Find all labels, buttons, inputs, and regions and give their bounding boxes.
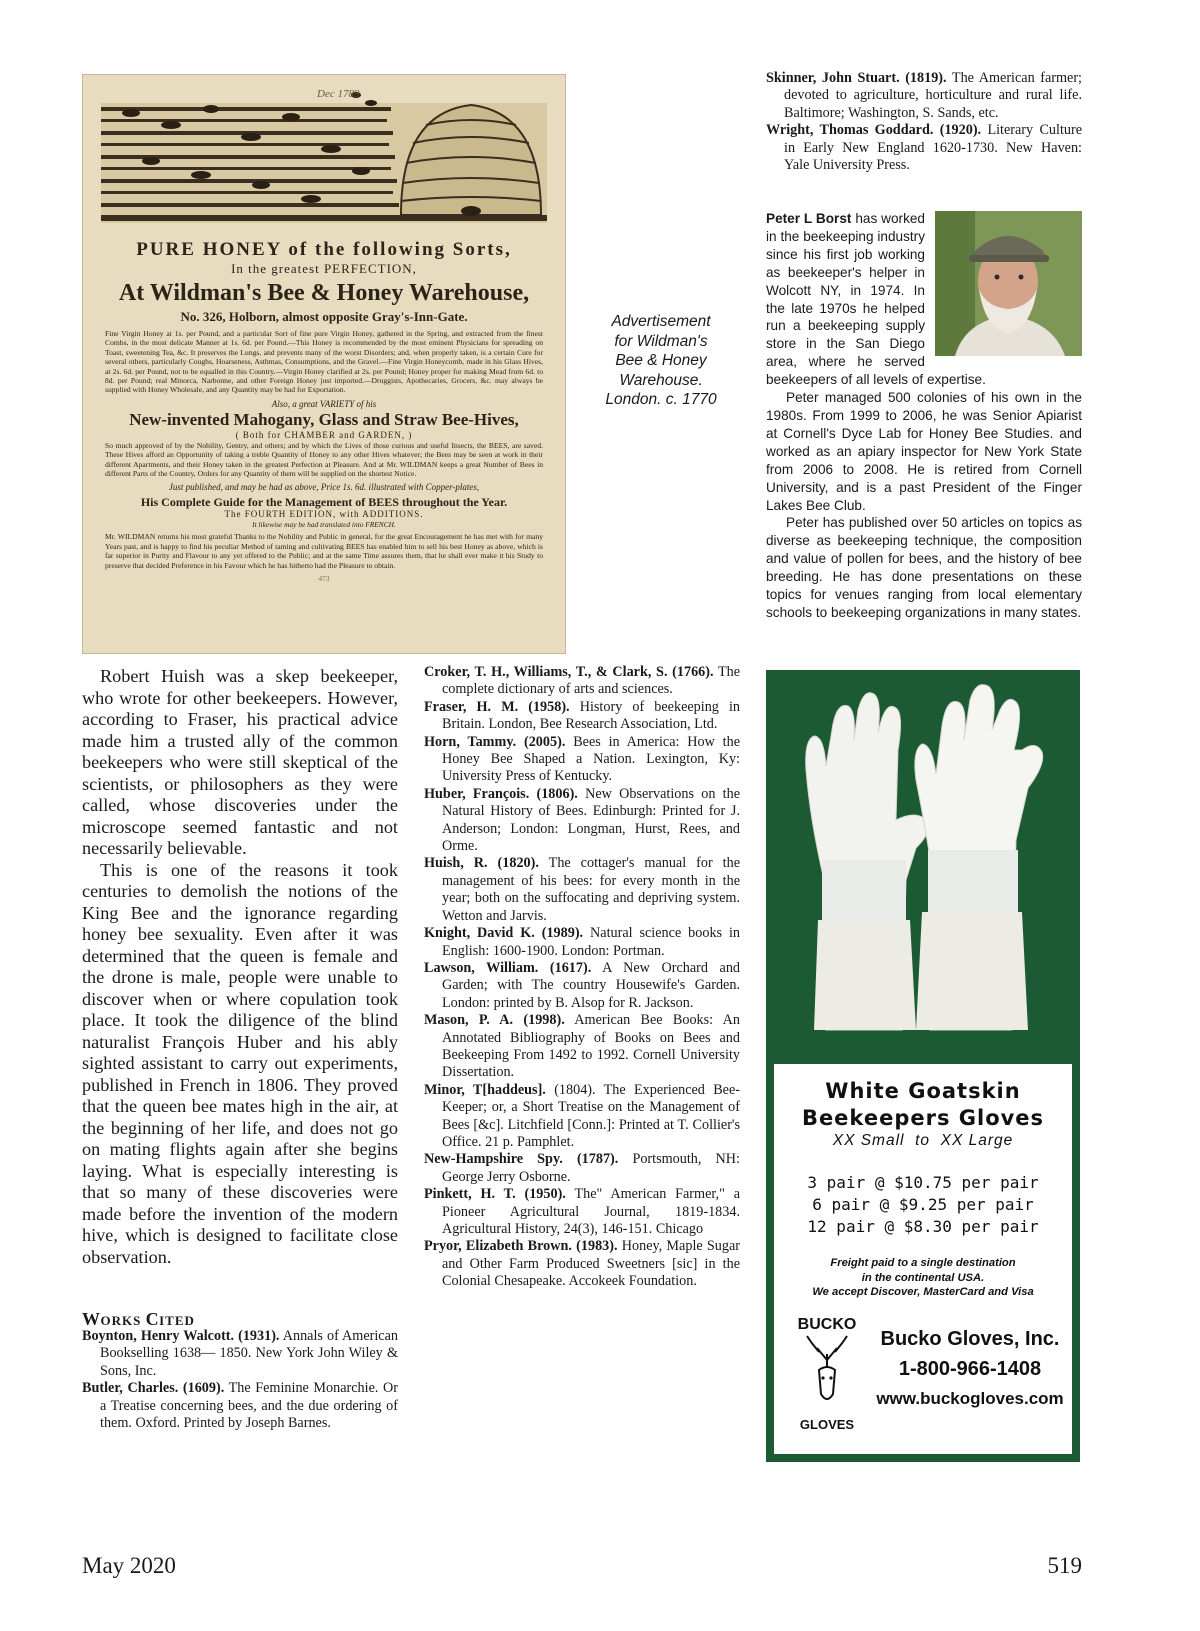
reference-item: Horn, Tammy. (2005). Bees in America: How the Honey Bee Shaped a Nation. Lexington, Ky: University Press of Kentucky. <box>424 733 741 785</box>
ad-hives-title: New-invented Mahogany, Glass and Straw Bee-Hives, <box>129 409 519 429</box>
deer-head-icon <box>797 1334 857 1412</box>
bucko-gloves-advertisement <box>766 670 1080 1462</box>
reference-item: Fraser, H. M. (1958). History of beekeeping in Britain. London, Bee Research Association, Ltd. <box>424 698 741 733</box>
body-paragraph: Robert Huish was a skep beekeeper, who wrote for other beekeepers. However, according to Fraser, his practical advice made him a trusted ally of the common beekeepers who were still skeptical of the scientists, or philosophers as they were called, whose discoveries under the microscope seemed fantastic and not necessarily believable. <box>82 666 398 858</box>
ad-sizes: XX Small to XX Large <box>832 1132 1014 1149</box>
bio-paragraph: has worked in the beekeeping industry since his first job working as beekeeper's helper in Wolcott NY, in 1974. In the late 1970s he helped run a beekeeping supply store in the San Diego area, where he served beekeepers of all levels of expertise. <box>766 211 986 388</box>
reference-item: Pinkett, H. T. (1950). The" American Farmer," a Pioneer Agricultural Journal, 1819-1834. Agricultural History, 24(3), 146-151. Chicago <box>424 1186 740 1237</box>
reference-item: Butler, Charles. (1609). The Feminine Monarchie. Or a Treatise concerning bees, and the due ordering of them. Oxford. Printed by Joseph Barnes. <box>82 1380 398 1432</box>
ad-hives-sub: ( Both for CHAMBER and GARDEN, ) <box>235 429 413 440</box>
reference-item: Boynton, Henry Walcott. (1931). Annals of American Bookselling 1638— 1850. New York John Wiley & Sons, Inc. <box>82 1328 398 1379</box>
article-body <box>82 666 398 1268</box>
issue-date: May 2020 <box>82 1553 176 1578</box>
author-bio <box>766 210 1082 622</box>
page-number: 519 <box>1047 1553 1082 1578</box>
reference-item: Croker, T. H., Williams, T., & Clark, S. (1766). The complete dictionary of arts and sciences. <box>424 664 740 698</box>
glove-photo <box>766 670 1080 1064</box>
caption-line: for Wildman's <box>614 332 708 350</box>
ad-french: It likewise may be had translated into FRENCH. <box>252 520 396 530</box>
bees-and-skep-engraving <box>101 83 547 233</box>
ad-subhead: In the greatest PERFECTION, <box>231 261 417 276</box>
ad-title-line1: White Goatskin <box>825 1079 1021 1103</box>
references-middle <box>424 664 740 1291</box>
caption-line: Warehouse. <box>619 371 703 389</box>
references-continued <box>766 70 1082 174</box>
ad-book-note: Just published, and may be had as above, Price 1s. 6d. illustrated with Copper-plates, <box>168 482 480 493</box>
ad-edition: The FOURTH EDITION, with ADDITIONS. <box>224 509 424 520</box>
reference-item: New-Hampshire Spy. (1787). Portsmouth, NH: George Jerry Osborne. <box>424 1151 740 1185</box>
glove-ad-panel <box>774 1064 1072 1454</box>
body-paragraph: This is one of the reasons it took centuries to demolish the notions of the King Bee and the ignorance regarding honey bee sexuality. Even after it was determined that the queen is female and the drone is male, people were unable to discover when or where copulation took place. It took the diligence of the blind naturalist François Huber and his ably sighted assistant to carry out experiments, published in French in 1806. They proved that the queen bee mates high in the air, at the beginning of her life, and does not go on mating flights again after she begins laying. What is especially interesting is that so many of these discoveries were made before the invention of the modern hive, which is designed to facilitate close observation. <box>82 859 398 1267</box>
bio-paragraph: Peter has published over 50 articles on topics as diverse as beekeeping technique, the composition and value of pollen for bees, and the history of bee breeding. He has done presentations on these topics for venues ranging from local elementary schools to beekeeping organizations in many states. <box>766 515 1082 620</box>
freight-note: in the continental USA. <box>861 1271 985 1284</box>
reference-item: Pryor, Elizabeth Brown. (1983). Honey, Maple Sugar and Other Farm Produced Sweetners [sic] in the Colonial Chesapeake. Accokeek Foundation. <box>424 1238 740 1290</box>
ad-book-title: His Complete Guide for the Management of BEES throughout the Year. <box>140 495 508 510</box>
caption-line: Bee & Honey <box>615 352 707 369</box>
company-website[interactable]: www.buckogloves.com <box>876 1388 1064 1408</box>
reference-item: Mason, P. A. (1998). American Bee Books: An Annotated Bibliography of Books on Bees and Beekeeping From 1492 to 1992. Cornell University Dissertation. <box>424 1012 740 1081</box>
ad-thanks: Mr. WILDMAN returns his most grateful Thanks to the Nobility and Public in general, for the great Encouragement he has met with for many Years past, and is happy to find his peculiar Method of taming and cultivating BEES has enabled him to sell his best Honey as above, which is far superior in Purity and Flavour to any yet offered to the Public; and at the same Time assures them, that he shall ever make it his Study to preserve that decided Preference in his Favour which he has hitherto had the Pleasure to obtain. <box>105 532 543 570</box>
reference-item: Huber, François. (1806). New Observations on the Natural History of Bees. Edinburgh: Printed for J. Anderson; London: Longman, Hurst, Rees, and Orme. <box>424 785 741 855</box>
caption-line: Advertisement <box>611 313 711 330</box>
reference-item: Huish, R. (1820). The cottager's manual for the management of his bees: for every month in the year; both on the suffocating and depriving system. Wetton and Jarvis. <box>424 855 740 924</box>
reference-item: Minor, T[haddeus]. (1804). The Experienced Bee-Keeper; or, a Short Treatise on the Management of Bees [&c]. Litchfield [Conn.]: Printed at T. Collier's Office. 21 p. Pamphlet. <box>424 1081 740 1150</box>
company-name: Bucko Gloves, Inc. <box>880 1327 1060 1350</box>
reference-item: Knight, David K. (1989). Natural science books in English: 1600-1900. London: Portman. <box>424 925 741 959</box>
payment-note: We accept Discover, MasterCard and Visa <box>812 1286 1034 1298</box>
works-cited-heading: WORKS CITED <box>82 1309 195 1329</box>
references-left <box>82 1328 398 1432</box>
ad-hives-body: So much approved of by the Nobility, Gentry, and others; and by which the Lives of those curious and useful Insects, the BEES, are saved. These Hives afford an Opportunity of taking a treble Quantity of Honey to any other Hives whatever; the Bees may be seen at work in their different Apartments, and their Honey taken in the greatest Perfection at Pleasure. And at Mr. WILDMAN keeps a great Number of Bees in different Parts of the Country, Orders for any Quantity of them will be supplied on the shortest Notice. <box>105 440 543 479</box>
bucko-logo: BUCKO GLOVES <box>797 1315 857 1432</box>
handwritten-date: Dec 1789 <box>317 88 360 100</box>
reference-item: Skinner, John Stuart. (1819). The American farmer; devoted to agriculture, horticulture and rural life. Baltimore; Washington, S. Sands, etc. <box>766 70 1083 121</box>
ad-caption <box>588 312 734 410</box>
price-tier: 3 pair @ $10.75 per pair <box>807 1173 1039 1192</box>
company-phone[interactable]: 1-800-966-1408 <box>898 1357 1042 1380</box>
price-tier: 12 pair @ $8.30 per pair <box>807 1217 1039 1236</box>
reference-item: Wright, Thomas Goddard. (1920). Literary Culture in Early New England 1620-1730. New Haven: Yale University Press. <box>766 122 1082 174</box>
ad-address: No. 326, Holborn, almost opposite Gray's-Inn-Gate. <box>180 309 468 324</box>
freight-note: Freight paid to a single destination <box>830 1257 1016 1269</box>
ad-body-text: Fine Virgin Honey at 1s. per Pound, and a particular Sort of fine pure Virgin Honey, gathered in the Spring, and extracted from the finest Combs, in the most delicate Manner at 1s. 6d. per Pound.—This Honey is recommended by the most eminent Physicians for spreading on Toast, sweetening Tea, &c. It preserves the Lungs, and prevents many of the worst Disorders; and, when properly taken, is a certain Cure for several others, particularly Coughs, Hoarseness, Asthmas, Consumptions, and the Gravel.—Fine Virgin Honeycomb, made in his Glass Hives, at 2s. 6d. per Pound, not to be equalled in this Country.—Virgin Honey clarified at 2s. per Pound; Honey proper for making Mead from 6d. to 8d. per Pound; real Minorca, Narbonne, and other Foreign Honey just imported.—Druggists, Apothecaries, Grocers, &c. may always be supplied with Honey Wholesale, and any Quantity may be had for Exportation. <box>105 329 543 395</box>
price-tier: 6 pair @ $9.25 per pair <box>812 1195 1034 1214</box>
bio-paragraph: Peter managed 500 colonies of his own in the 1980s. From 1999 to 2006, he was Senior Apiarist at Cornell's Dyce Lab for Honey Bee Studies. and worked as an apiary inspector for New York State from 2006 to 2008. He is retired from Cornell University, and is a past President of the Finger Lakes Bee Club. <box>766 390 1082 513</box>
ad-headline: PURE HONEY of the following Sorts, <box>136 239 512 260</box>
ad-also: Also, a great VARIETY of his <box>271 398 377 409</box>
wildman-advertisement-image <box>82 74 566 654</box>
reference-item: Lawson, William. (1617). A New Orchard and Garden; with The country Housewife's Garden. London: printed by B. Alsop for R. Jackson. <box>424 959 741 1011</box>
caption-line: London. c. 1770 <box>605 391 717 408</box>
ad-business-name: At Wildman's Bee & Honey Warehouse, <box>118 280 530 306</box>
author-name: Peter L Borst <box>766 211 852 226</box>
ad-folio-note: 473 <box>318 574 330 584</box>
author-photo <box>935 211 1082 356</box>
ad-title-line2: Beekeepers Gloves <box>801 1106 1045 1130</box>
